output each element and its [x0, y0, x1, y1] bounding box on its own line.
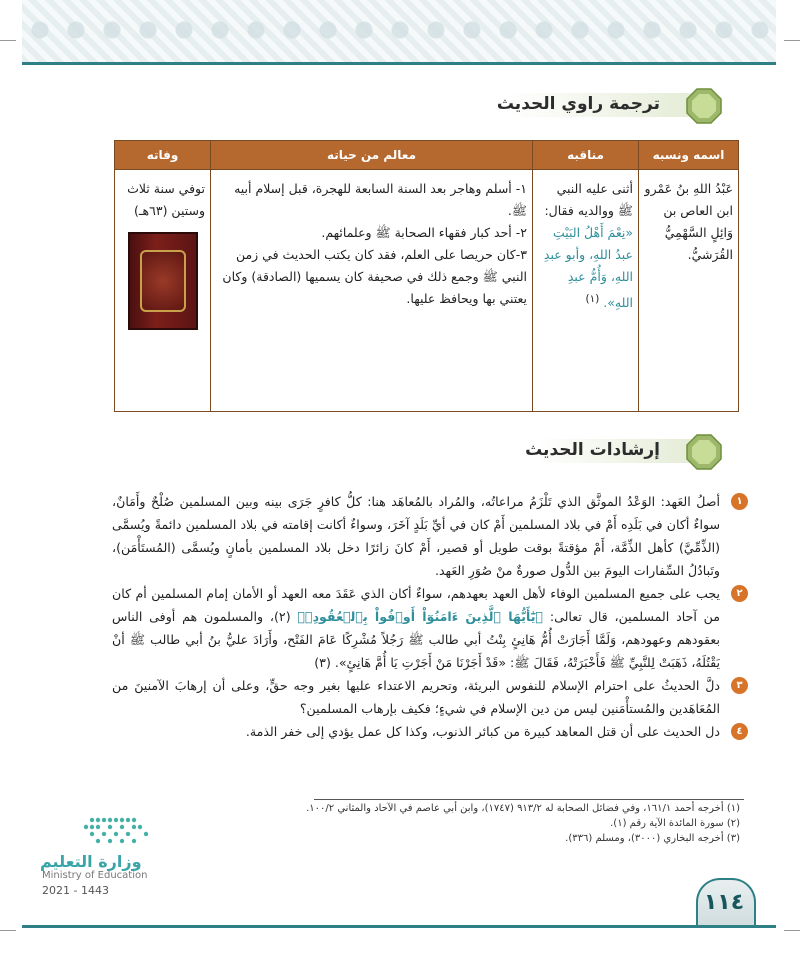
crop-mark — [0, 930, 16, 931]
footnote-divider — [314, 799, 744, 800]
ministry-name-en: Ministry of Education — [42, 870, 148, 881]
life-item: ١- أسلم وهاجر بعد السنة السابعة للهجرة، قبل إسلام أبيه ﷺ. — [234, 181, 527, 218]
narrator-name: عَبْدُ اللهِ بنُ عَمْرو ابن العاص بن وَائِلٍ السَّهْمِيُّ القُرَشيُّ. — [644, 181, 733, 262]
guidance-text: دل الحديث على أن قتل المعاهد كبيرة من كبائر الذنوب، وكذا كل عمل يؤدي إلى خفر الذمة. — [245, 724, 720, 739]
ministry-name-ar: وزارة التعليم — [40, 852, 142, 871]
section-title: ترجمة راوي الحديث — [496, 94, 660, 114]
guidance-list — [112, 490, 743, 743]
top-banner — [22, 0, 776, 65]
page-number: ١١٤ — [703, 890, 745, 915]
table-header-row — [115, 141, 739, 170]
book-cover-image — [128, 232, 198, 330]
life-item: ٣-كان حريصا على العلم، فقد كان يكتب الحديث في زمن النبي ﷺ وجمع ذلك في صحيفة كان يسميها (الصادقة) وكان يعتني بها ويحافظ عليها. — [222, 247, 527, 306]
death-cell — [115, 170, 211, 412]
guidance-text: (٢)، والمسلمون هم أوفى الناس بعقودهم وعهودهم، وَلَمَّا أَجَارَتْ أُمُّ هَانِئٍ بِنْتُ أبي طالب ﷺ رَجُلاً مُشْرِكًا عَامَ الفَتْح، وأَرَادَ عليُّ بنُ أبي طالب ﷺ أنْ يَقْتُلَهُ، ذَهَبَتْ لِلنَّبِيِّ ﷺ فَأَخْبَرَتْهُ، فَقَالَ ﷺ: «قَدْ أَجَرْنَا مَنْ أَجَرْتِ يَا أُمَّ هَانِئٍ». (٣) — [112, 609, 720, 670]
guidance-text: دلَّ الحديثُ على احترام الإسلام للنفوس البريئة، وتحريم الاعتداء عليها بغير وجه حقٍّ، وعلى أن إرهابَ الآمنينَ من المُعَاهَدين والمُستأْمَنين ليس من دين الإسلام في شيءٍ؛ فكيف بإرهاب المسلمين؟ — [112, 678, 720, 716]
name-cell — [639, 170, 739, 412]
life-cell — [211, 170, 533, 412]
section-heading-guidance — [525, 434, 722, 468]
octagon-icon — [686, 88, 722, 124]
table-row — [115, 170, 739, 412]
footnote-ref: (١) — [585, 293, 600, 305]
book-ornament — [140, 250, 186, 312]
crop-mark — [0, 40, 16, 41]
banner-pattern — [22, 8, 776, 52]
ministry-logo-icon — [42, 812, 152, 850]
footnote: (١) أخرجه أحمد ١٦١/١، وفي فضائل الصحابة له ٩١٣/٢ (١٧٤٧)، وابن أبي عاصم في الآحاد والمثاني ١٠٠/٢. — [306, 803, 740, 814]
item-number-badge: ٣ — [731, 677, 748, 694]
death-text: توفي سنة ثلاث وستين (٦٣هـ) — [127, 181, 205, 218]
footnote: (٢) سورة المائدة الآية رقم (١). — [610, 818, 740, 829]
virtues-quote: «نِعْمَ أَهْلُ البَيْتِ عبدُ اللهِ، وأبو عبدِ اللهِ، وَأُمُّ عبدِ اللهِ». — [543, 225, 633, 311]
guidance-item — [112, 720, 743, 743]
bottom-rule — [22, 925, 776, 928]
octagon-icon — [686, 434, 722, 470]
crop-mark — [784, 40, 800, 41]
virtues-intro: أثنى عليه النبي ﷺ ووالديه فقال: — [544, 181, 633, 218]
life-item: ٢- أحد كبار فقهاء الصحابة ﷺ وعلمائهم. — [321, 225, 527, 240]
guidance-text: يجب على جميع المسلمين الوفاء لأهل العهد بعهدهم، سواءٌ أكان الذي عَقَدَ معه العهد أو الأمان إمام المسلمين أم كان من آحاد المسلمين، قال تعالى: — [112, 586, 720, 624]
footnotes — [300, 801, 740, 846]
item-number-badge: ٢ — [731, 585, 748, 602]
table-header: معالم من حياته — [211, 141, 533, 170]
footnote: (٣) أخرجه البخاري (٣٠٠٠)، ومسلم (٣٣٦). — [565, 833, 740, 844]
item-number-badge: ١ — [731, 493, 748, 510]
section-title: إرشادات الحديث — [525, 440, 660, 460]
table-header: مناقبه — [533, 141, 639, 170]
section-heading-narrator — [496, 88, 722, 122]
quran-verse: ﴿يَٰٓأَيُّهَا ٱلَّذِينَ ءَامَنُوٓاْ أَوۡفُواْ بِٱلۡعُقُودِۚ﴾ — [297, 609, 543, 624]
guidance-item — [112, 490, 743, 582]
virtues-cell — [533, 170, 639, 412]
narrator-table — [114, 140, 739, 412]
edition-year: 2021 - 1443 — [42, 884, 109, 897]
item-number-badge: ٤ — [731, 723, 748, 740]
guidance-item — [112, 582, 743, 674]
table-header: وفاته — [115, 141, 211, 170]
table-header: اسمه ونسبه — [639, 141, 739, 170]
guidance-item — [112, 674, 743, 720]
guidance-text: أصلُ العَهد: الوَعْدُ الموثَّق الذي تَلْزَمُ مراعاتُه، والمُراد بالمُعاهَد هنا: كلُّ كافرٍ جَرَى بينه وبين المسلمين صُلْحٌ وأَمَانٌ، سواءٌ أكان في بَلَدِه أَمْ في بلاد المسلمين أَمْ كان في أيِّ بَلَدٍ آخَرَ، وسواءٌ أكانت إقامته في بلاد المسلمين دائمةً ويُسمَّى (الذِّمِّيَّ) كأهل الذِّمَّة، أَمْ مؤقتةً بوقت طويل أو قصير، أَمْ كانَ زائرًا دخل بلاد المسلمين بأمانٍ ويُسمَّى (المُستَأْمَن)، وتَبادُلُ السِّفارات اليومَ بين الدُّول صورةٌ منْ صُوَرِ العَهد. — [112, 494, 720, 578]
crop-mark — [784, 930, 800, 931]
